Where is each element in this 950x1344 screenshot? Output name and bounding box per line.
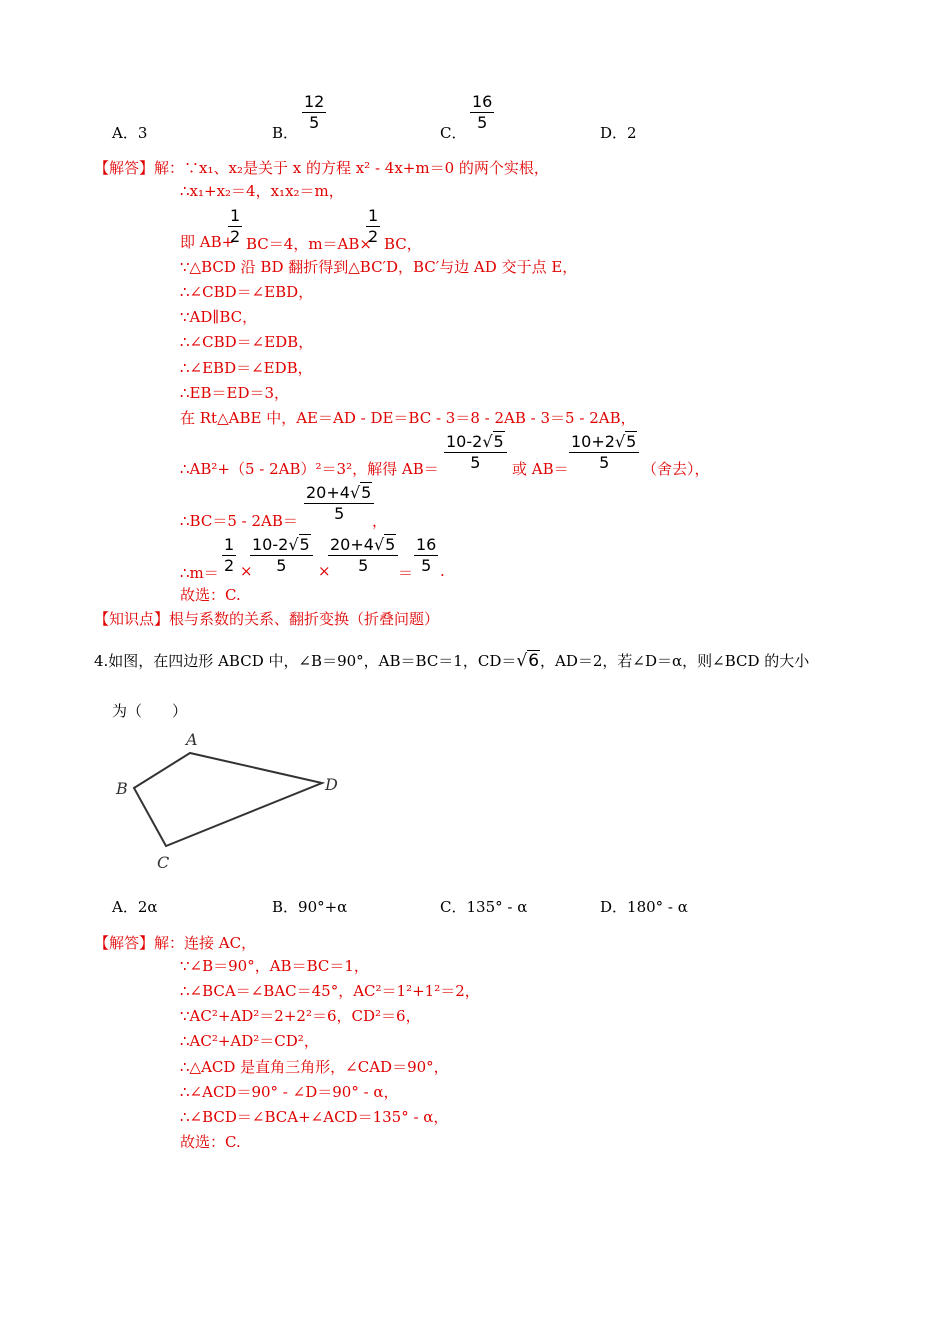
sol3-frac-result: [414, 535, 438, 576]
frac-bc-radicand: 5: [361, 483, 372, 502]
sol3-half-2: [366, 206, 380, 247]
frac-bc-den: 5: [334, 504, 345, 523]
frac-ab-1-radicand: 5: [493, 432, 504, 451]
frac-bc-num: [304, 483, 374, 504]
sol3-text-11a: ∴AB²+（5 - 2AB）²＝3²，解得 AB＝: [180, 460, 439, 478]
vertex-b-label: B: [116, 779, 128, 798]
q4-option-d[interactable]: D．180° - α: [600, 898, 688, 916]
sol4-line-6: ∴△ACD 是直角三角形，∠CAD＝90°，: [180, 1058, 449, 1076]
q3-c-numerator: 16: [472, 92, 493, 111]
sqrt-icon: √5: [614, 432, 637, 451]
frac-m-1-den: 5: [276, 556, 287, 575]
q3-option-c[interactable]: C．: [440, 124, 467, 142]
sol3-text-13a: ∴m＝: [180, 564, 219, 582]
frac-m-1-radicand: 5: [299, 535, 310, 554]
q4-option-b[interactable]: B．90°+α: [272, 898, 348, 916]
sol3-text-11b: 或 AB＝: [512, 460, 569, 478]
sol3-text-3c: BC，: [384, 235, 422, 253]
q3-option-b-fraction: [302, 92, 326, 133]
frac-ab-1-den: 5: [470, 453, 481, 472]
q4-option-c[interactable]: C．135° - α: [440, 898, 528, 916]
vertex-c-label: C: [157, 853, 170, 872]
sol3-text-1: 解：∵x₁、x₂是关于 x 的方程 x² - 4x+m＝0 的两个实根，: [154, 159, 549, 177]
frac-m-2-num-a: 20+4: [330, 535, 374, 554]
frac-ab-2-radicand: 5: [626, 432, 637, 451]
sol3-times-1: ×: [240, 562, 253, 580]
sol4-line-4: ∵AC²+AD²＝2+2²＝6，CD²＝6，: [180, 1007, 421, 1025]
sol3-line-4: ∵△BCD 沿 BD 翻折得到△BC′D，BC′与边 AD 交于点 E，: [180, 258, 578, 276]
sol4-line-8: ∴∠BCD＝∠BCA+∠ACD＝135° - α，: [180, 1108, 449, 1126]
frac-ab-1-num: [444, 432, 507, 453]
sqrt-icon: √5: [288, 535, 310, 554]
sqrt-icon: √5: [482, 432, 504, 451]
sol4-tag: 【解答】: [94, 934, 155, 952]
q4-stem-a: 4.如图，在四边形 ABCD 中，∠B＝90°，AB＝BC＝1，CD＝: [94, 652, 517, 670]
q3-option-c-fraction: [470, 92, 494, 133]
sol3-half-3: [222, 535, 236, 576]
sol3-text-12b: ，: [372, 512, 388, 530]
kp-tag: 【知识点】: [94, 610, 170, 628]
frac-m-2-radicand: 5: [385, 535, 396, 554]
sol3-text-12a: ∴BC＝5 - 2AB＝: [180, 512, 298, 530]
sol3-times-2: ×: [318, 562, 331, 580]
sol4-line-2: ∵∠B＝90°，AB＝BC＝1，: [180, 957, 369, 975]
sol3-line-2: ∴x₁+x₂＝4，x₁x₂＝m，: [180, 182, 344, 200]
vertex-a-label: A: [186, 730, 198, 749]
sol3-frac-ab-2: [569, 432, 639, 473]
sol4-text-1: 解：连接 AC，: [154, 934, 257, 952]
sol3-line-3: [180, 230, 234, 254]
sol3-tag: 【解答】: [94, 159, 155, 177]
sol3-line-1: [94, 157, 549, 178]
q4-stem-b: ，AD＝2，若∠D＝α，则∠BCD 的大小: [540, 652, 810, 670]
frac-ab-2-den: 5: [599, 453, 610, 472]
q3-option-b[interactable]: B．: [272, 124, 299, 142]
sol4-line-5: ∴AC²+AD²＝CD²，: [180, 1032, 319, 1050]
frac-m-1-num: [250, 535, 313, 556]
half-2-den: 2: [368, 227, 379, 246]
kp-text: 根与系数的关系、翻折变换（折叠问题）: [169, 610, 440, 628]
q3-b-denominator: 5: [309, 113, 320, 132]
sol3-line-6: ∵AD∥BC，: [180, 308, 258, 326]
sqrt-icon: √5: [349, 483, 372, 502]
q4-stem: [94, 650, 809, 671]
frac-result-num: 16: [416, 535, 437, 554]
q3-option-a[interactable]: A．3: [112, 124, 148, 142]
sqrt-icon: √5: [373, 535, 396, 554]
sol3-frac-ab-1: [444, 432, 507, 473]
sol3-equals: ＝: [398, 564, 414, 582]
q4-sqrt-radicand: 6: [528, 651, 540, 671]
sol4-line-9: 故选：C.: [180, 1133, 241, 1151]
sol3-frac-m-1: [250, 535, 313, 576]
quadrilateral-figure: [110, 728, 350, 873]
sol3-frac-m-2: [328, 535, 398, 576]
frac-result-den: 5: [421, 556, 432, 575]
sol3-text-3a: 即 AB+: [180, 233, 235, 251]
sol3-line-5: ∴∠CBD＝∠EBD，: [180, 283, 314, 301]
frac-ab-2-num: [569, 432, 639, 453]
sol3-period: .: [440, 562, 445, 580]
q4-stem-end: 为（ ）: [112, 702, 188, 720]
vertex-d-label: D: [325, 775, 338, 794]
frac-bc-num-a: 20+4: [306, 483, 350, 502]
frac-m-2-num: [328, 535, 398, 556]
q3-option-d[interactable]: D．2: [600, 124, 637, 142]
q3-b-numerator: 12: [304, 92, 325, 111]
sol3-frac-bc: [304, 483, 374, 524]
sol3-line-9: ∴EB＝ED＝3，: [180, 384, 290, 402]
quadrilateral-abcd: [134, 753, 322, 846]
half-2-num: 1: [368, 206, 379, 225]
sol4-line-7: ∴∠ACD＝90° - ∠D＝90° - α，: [180, 1083, 399, 1101]
frac-m-2-den: 5: [358, 556, 369, 575]
sol3-line-14: 故选：C.: [180, 586, 241, 604]
q4-option-a[interactable]: A．2α: [112, 898, 158, 916]
half-1-den: 2: [230, 227, 241, 246]
frac-ab-1-num-a: 10-2: [446, 432, 483, 451]
sol4-line-1: [94, 932, 256, 953]
half-3-num: 1: [224, 535, 235, 554]
half-3-den: 2: [224, 556, 235, 575]
sol3-line-8: ∴∠EBD＝∠EDB，: [180, 359, 313, 377]
sqrt-icon: √6: [516, 651, 540, 671]
q3-c-denominator: 5: [477, 113, 488, 132]
sol3-text-11c: （舍去），: [642, 460, 710, 478]
half-1-num: 1: [230, 206, 241, 225]
sol3-half-1: [228, 206, 242, 247]
frac-m-1-num-a: 10-2: [252, 535, 289, 554]
sol3-line-10: 在 Rt△ABE 中，AE＝AD - DE＝BC - 3＝8 - 2AB - 3＝5 - 2AB，: [180, 409, 636, 427]
sol4-line-3: ∴∠BCA＝∠BAC＝45°，AC²＝1²+1²＝2，: [180, 982, 480, 1000]
sol3-knowledge: [94, 608, 439, 629]
sol3-line-7: ∴∠CBD＝∠EDB，: [180, 333, 314, 351]
sol3-text-3b: BC＝4，m＝AB×: [246, 235, 372, 253]
frac-ab-2-num-a: 10+2: [571, 432, 615, 451]
